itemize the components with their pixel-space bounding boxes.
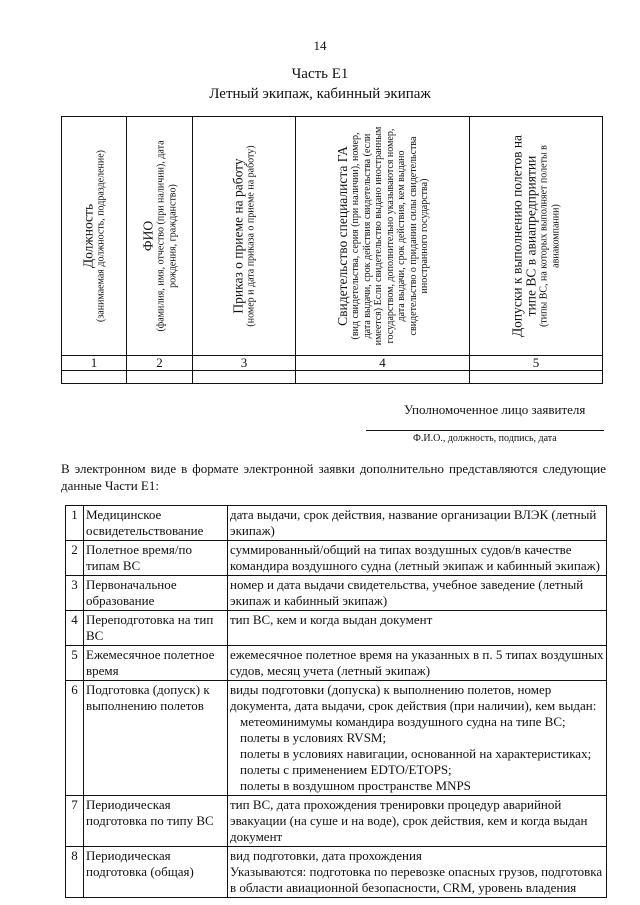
description-line: Указываются: подготовка по перевозке опасных грузов, подготовка в области авиационной безопасности, CRM, уровень владения bbox=[230, 864, 603, 895]
row-description bbox=[228, 796, 607, 847]
row-number: 1 bbox=[66, 506, 84, 541]
description-line: ежемесячное полетное время на указанных в п. 5 типах воздушных судов, месяц учета (летный экипаж) bbox=[230, 647, 604, 678]
crew-table bbox=[61, 116, 603, 384]
row-name: Ежемесячное полетное время bbox=[84, 646, 228, 681]
column-header-order: Приказ о приеме на работу (номер и дата приказа о приеме на работу) bbox=[230, 145, 257, 327]
row-name: Периодическая подготовка по типу ВС bbox=[84, 796, 228, 847]
empty-data-row bbox=[62, 371, 603, 384]
column-header-certificate: Свидетельство специалиста ГА (вид свидетельства, серия (при наличии), номер, дата выдачи, срок действия свидетельства (если имеется) Если свидетельство выдано иностранным государством, дополнительно указываются номер, дата выдачи, срок действия, кем выдано свидетельство о придании силы свидетельства иностранного государства) bbox=[334, 126, 430, 346]
row-description bbox=[228, 681, 607, 796]
row-name: Медицинское освидетельствование bbox=[84, 506, 228, 541]
column-number-row bbox=[62, 356, 603, 371]
signature-caption: Ф.И.О., должность, подпись, дата bbox=[413, 433, 557, 444]
column-header-clearances: Допуски к выполнению полетов на типе ВС в авиапредприятии (типы ВС, на которых выполняет полеты в авиакомпании) bbox=[509, 134, 561, 338]
table-row bbox=[66, 847, 607, 898]
table-row bbox=[66, 541, 607, 576]
description-line: номер и дата выдачи свидетельства, учебное заведение (летный экипаж и кабинный экипаж) bbox=[230, 577, 584, 608]
electronic-data-table bbox=[65, 505, 607, 898]
row-description bbox=[228, 611, 607, 646]
row-number: 2 bbox=[66, 541, 84, 576]
description-line: вид подготовки, дата прохождения bbox=[230, 848, 422, 863]
row-number: 8 bbox=[66, 847, 84, 898]
description-line: дата выдачи, срок действия, название организации ВЛЭК (летный экипаж) bbox=[230, 507, 597, 538]
page-subtitle: Летный экипаж, кабинный экипаж bbox=[209, 86, 431, 102]
table-row bbox=[66, 681, 607, 796]
description-line: полеты в условиях навигации, основанной на характеристиках; bbox=[240, 746, 592, 761]
part-title: Часть Е1 bbox=[291, 66, 349, 82]
row-description bbox=[228, 646, 607, 681]
row-description bbox=[228, 506, 607, 541]
row-number: 4 bbox=[66, 611, 84, 646]
crew-table-header-row bbox=[62, 117, 603, 356]
table-row bbox=[66, 506, 607, 541]
row-number: 3 bbox=[66, 576, 84, 611]
row-description bbox=[228, 847, 607, 898]
table-row bbox=[66, 796, 607, 847]
row-name: Полетное время/по типам ВС bbox=[84, 541, 228, 576]
column-number: 2 bbox=[127, 356, 193, 371]
column-header-position: Должность (занимаемая должность, подразделение) bbox=[80, 150, 107, 322]
row-number: 6 bbox=[66, 681, 84, 796]
description-line: тип ВС, дата прохождения тренировки процедур аварийной эвакуации (на суше и на воде), срок действия, кем и когда выдан документ bbox=[230, 797, 588, 844]
table-row bbox=[66, 576, 607, 611]
description-line: суммированный/общий на типах воздушных судов/в качестве командира воздушного судна (летный экипаж и кабинный экипаж) bbox=[230, 542, 600, 573]
column-number: 1 bbox=[62, 356, 127, 371]
table-row bbox=[66, 611, 607, 646]
description-line: метеоминимумы командира воздушного судна на типе ВС; bbox=[240, 714, 566, 729]
row-number: 7 bbox=[66, 796, 84, 847]
description-line: виды подготовки (допуска) к выполнению полетов, номер документа, дата выдачи, срок действия (при наличии), кем выдан: bbox=[230, 682, 597, 713]
page-number: 14 bbox=[313, 38, 327, 53]
column-number: 5 bbox=[470, 356, 603, 371]
signature-title: Уполномоченное лицо заявителя bbox=[404, 402, 586, 417]
row-number: 5 bbox=[66, 646, 84, 681]
description-line: полеты с применением EDTO/ETOPS; bbox=[240, 762, 452, 777]
column-number: 3 bbox=[193, 356, 296, 371]
description-line: полеты в условиях RVSM; bbox=[240, 730, 387, 745]
column-header-fio: ФИО (фамилия, имя, отчество (при наличии), дата рождения, гражданство) bbox=[140, 140, 178, 332]
description-line: тип ВС, кем и когда выдан документ bbox=[230, 612, 433, 627]
row-description bbox=[228, 576, 607, 611]
intro-paragraph: В электронном виде в формате электронной заявки дополнительно представляются следующие данные Части Е1: bbox=[61, 461, 606, 493]
signature-line bbox=[366, 430, 604, 431]
row-name: Переподготовка на тип ВС bbox=[84, 611, 228, 646]
table-row bbox=[66, 646, 607, 681]
row-name: Подготовка (допуск) к выполнению полетов bbox=[84, 681, 228, 796]
column-number: 4 bbox=[296, 356, 470, 371]
row-description bbox=[228, 541, 607, 576]
row-name: Периодическая подготовка (общая) bbox=[84, 847, 228, 898]
description-line: полеты в воздушном пространстве MNPS bbox=[240, 778, 471, 793]
row-name: Первоначальное образование bbox=[84, 576, 228, 611]
